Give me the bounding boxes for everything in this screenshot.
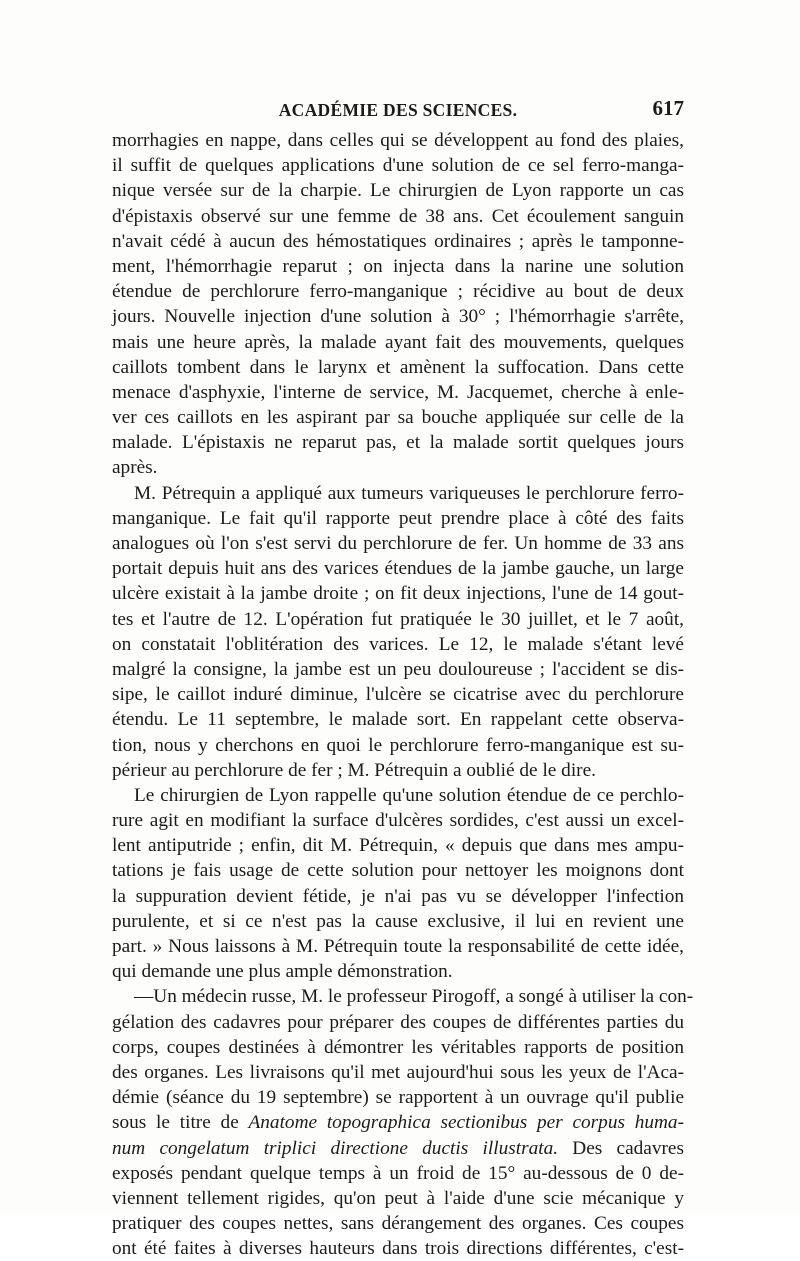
text-line: sipe, le caillot induré diminue, l'ulcère se cicatrise avec du perchlorure — [112, 684, 684, 706]
text-line: manganique. Le fait qu'il rapporte peut prendre place à côté des faits — [112, 507, 684, 529]
text-fragment: Des cadavres — [558, 1137, 684, 1159]
text-line: —Un médecin russe, M. le professeur Pirogoff, a songé à utiliser la con- — [134, 986, 694, 1008]
text-fragment: sous le titre de — [112, 1112, 249, 1134]
text-line: tations je fais usage de cette solution pour nettoyer les moignons dont — [112, 860, 684, 882]
text-line: ont été faites à diverses hauteurs dans trois directions différentes, c'est- — [112, 1238, 684, 1260]
text-line: ment, l'hémorrhagie reparut ; on injecta dans la narine une solution — [112, 255, 684, 277]
text-line: qui demande une plus ample démonstration. — [112, 961, 453, 983]
text-line: analogues où l'on s'est servi du perchlorure de fer. Un homme de 33 ans — [112, 533, 684, 554]
text-line: après. — [112, 457, 158, 479]
text-line: caillots tombent dans le larynx et amènent la suffocation. Dans cette — [112, 356, 684, 378]
paragraph-4 — [112, 984, 694, 1261]
text-line: viennent tellement rigides, qu'on peut à l'aide d'une scie mécanique y — [112, 1187, 684, 1209]
text-line: périeur au perchlorure de fer ; M. Pétrequin a oublié de le dire. — [112, 759, 596, 781]
text-line: ulcère existait à la jambe droite ; on fit deux injections, l'une de 14 gout- — [112, 583, 684, 605]
text-line: lent antiputride ; enfin, dit M. Pétrequin, « depuis que dans mes ampu- — [112, 835, 684, 857]
running-head: ACADÉMIE DES SCIENCES. — [278, 100, 518, 120]
text-line: d'épistaxis observé sur une femme de 38 ans. Cet écoulement sanguin — [112, 205, 684, 227]
text-line: purulente, et si ce n'est pas la cause exclusive, il lui en revient une — [112, 910, 684, 932]
text-line: part. » Nous laissons à M. Pétrequin toute la responsabilité de cette idée, — [112, 936, 684, 957]
text-line: la suppuration devient fétide, je n'ai pas vu se développer l'infection — [112, 885, 684, 907]
text-line: des organes. Les livraisons qu'il met aujourd'hui sous les yeux de l'Aca- — [112, 1061, 684, 1083]
text-line: nique versée sur de la charpie. Le chirurgien de Lyon rapporte un cas — [112, 180, 684, 202]
text-line: gélation des cadavres pour préparer des coupes de différentes parties du — [112, 1011, 684, 1033]
text-line: on constatait l'oblitération des varices. Le 12, le malade s'étant levé — [112, 633, 684, 655]
text-line-with-title — [112, 1110, 684, 1135]
text-line: corps, coupes destinées à démontrer les véritables rapports de position — [112, 1036, 684, 1058]
text-line: menace d'asphyxie, l'interne de service, M. Jacquemet, cherche à enle- — [112, 381, 684, 403]
text-line: mais une heure après, la malade ayant fait des mouvements, quelques — [112, 331, 684, 353]
text-line: morrhagies en nappe, dans celles qui se développent au fond des plaies, — [112, 130, 684, 151]
book-title-fragment: Anatome topographica sectionibus per corpus huma- — [248, 1112, 684, 1134]
text-line: pratiquer des coupes nettes, sans dérangement des organes. Ces coupes — [112, 1213, 684, 1235]
text-line: Le chirurgien de Lyon rappelle qu'une solution étendue de ce perchlo- — [134, 784, 684, 806]
text-line: jours. Nouvelle injection d'une solution à 30° ; l'hémorrhagie s'arrête, — [112, 306, 684, 328]
page-number: 617 — [652, 96, 684, 120]
text-line: il suffit de quelques applications d'une solution de ce sel ferro-manga- — [112, 155, 684, 177]
text-line: exposés pendant quelque temps à un froid de 15° au-dessous de 0 de- — [112, 1162, 684, 1184]
text-line: ver ces caillots en les aspirant par sa bouche appliquée sur celle de la — [112, 407, 684, 429]
text-line: rure agit en modifiant la surface d'ulcères sordides, c'est aussi un excel- — [112, 810, 684, 832]
text-line: étendue de perchlorure ferro-manganique ; récidive au bout de deux — [112, 281, 684, 303]
text-line: malgré la consigne, la jambe est un peu douloureuse ; l'accident se dis- — [112, 658, 684, 680]
paragraph-1 — [112, 128, 684, 481]
book-title-fragment: num congelatum triplici directione ductis illustrata. — [112, 1137, 559, 1159]
text-line: malade. L'épistaxis ne reparut pas, et la malade sortit quelques jours — [112, 432, 684, 454]
body-text — [112, 128, 694, 1261]
text-line: portait depuis huit ans des varices étendues de la jambe gauche, un large — [112, 558, 684, 580]
text-line-with-title — [112, 1136, 684, 1161]
text-line: démie (séance du 19 septembre) se rapportent à un ouvrage qu'il publie — [112, 1087, 684, 1109]
paragraph-2 — [112, 481, 684, 783]
page-header — [112, 96, 684, 126]
text-line: étendu. Le 11 septembre, le malade sort. En rappelant cette observa- — [112, 709, 684, 731]
text-line: n'avait cédé à aucun des hémostatiques ordinaires ; après le tamponne- — [112, 230, 684, 252]
text-line: M. Pétrequin a appliqué aux tumeurs variqueuses le perchlorure ferro- — [134, 482, 684, 504]
text-line: tes et l'autre de 12. L'opération fut pratiquée le 30 juillet, et le 7 août, — [112, 608, 684, 630]
paragraph-3 — [112, 783, 684, 985]
text-line: tion, nous y cherchons en quoi le perchlorure ferro-manganique est su- — [112, 734, 684, 756]
